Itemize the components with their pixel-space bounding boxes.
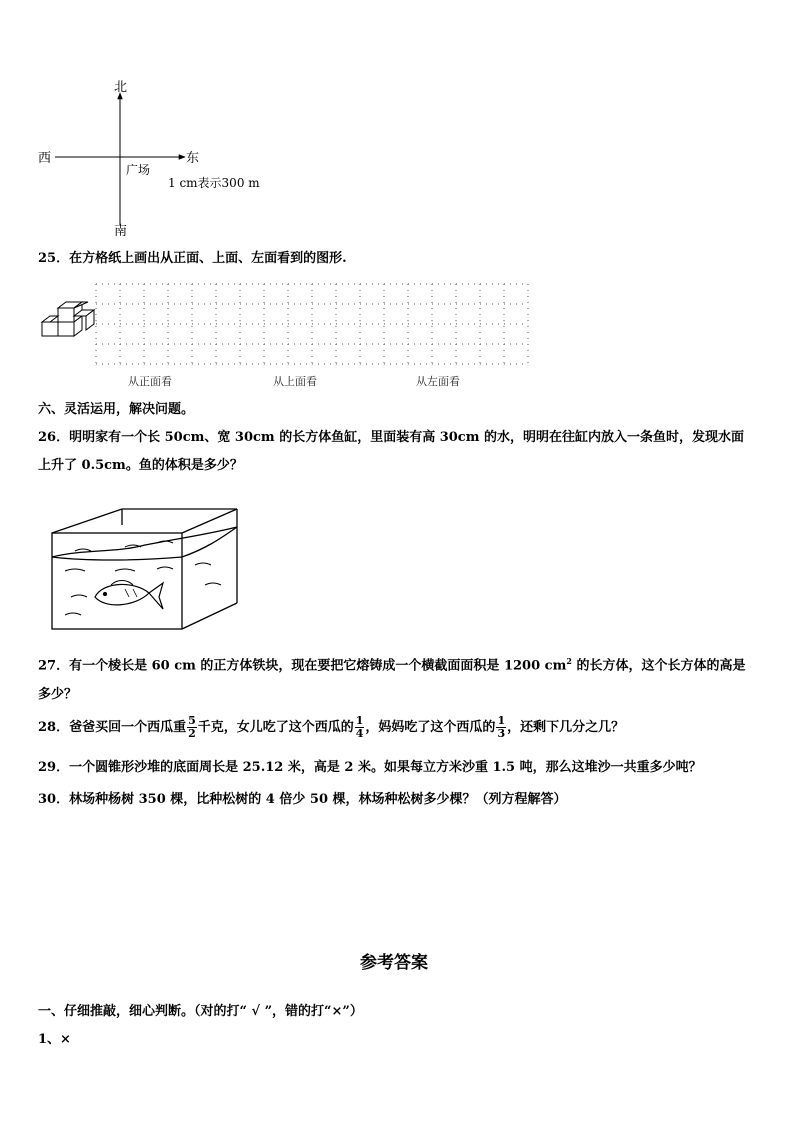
answers-title: 参考答案 [360,953,428,973]
answer-1: 1、× [38,1032,71,1047]
fraction-denominator: 2 [188,726,196,740]
answers-section-1: 一、仔细推敲，细心判断。（对的打“ √ ”，错的打“×”） [38,1004,363,1019]
south-label: 南 [114,224,128,239]
west-label: 西 [38,151,52,166]
fraction-denominator: 3 [497,726,506,740]
compass-diagram [30,75,290,245]
question-28 [38,715,624,739]
caption-left-view: 从左面看 [416,375,460,388]
compass-axes [30,75,290,245]
fraction-numerator: 5 [188,714,196,727]
fraction-denominator: 4 [355,726,364,740]
question-28-part2: 千克，女儿吃了这个西瓜的 [197,719,354,735]
east-label: 东 [186,151,200,166]
fraction-numerator: 1 [497,714,506,727]
question-26-line2: 上升了 0.5cm。鱼的体积是多少？ [38,458,243,473]
question-29: 29．一个圆锥形沙堆的底面周长是 25.12 米，高是 2 米。如果每立方米沙重 1.5 吨，那么这堆沙一共重多少吨？ [38,760,702,775]
question-28-part3: ，妈妈吃了这个西瓜的 [365,719,496,735]
scale-label: 1 cm表示300 m [168,176,260,190]
fraction-1-4 [355,715,365,739]
question-28-part4: ，还剩下几分之几？ [507,719,625,735]
question-25: 25．在方格纸上画出从正面、上面、左面看到的图形. [38,251,347,266]
square-label: 广场 [126,163,151,177]
north-label: 北 [114,80,128,95]
question-28-part1: 28．爸爸买回一个西瓜重 [38,719,187,735]
grid-paper [92,278,532,373]
question-30: 30．林场种杨树 350 棵，比种松树的 4 倍少 50 棵，林场种松树多少棵？（列方程解答） [38,792,567,807]
question-27-line1 [38,657,745,672]
question-26-line1: 26．明明家有一个长 50cm、宽 30cm 的长方体鱼缸，里面装有高 30cm 的水，明明在往缸内放入一条鱼时，发现水面 [38,430,745,445]
cube-figure [38,298,98,343]
fraction-numerator: 1 [355,714,364,727]
question-27-text-b: 的长方体，这个长方体的高是 [571,658,746,674]
fraction-5-2 [187,715,197,739]
caption-top-view: 从上面看 [273,375,317,388]
fish-icon [95,581,163,610]
question-27-exponent: 2 [566,656,572,666]
question-27-text-a: 27．有一个棱长是 60 cm 的正方体铁块，现在要把它熔铸成一个横截面面积是 1200 cm [38,658,567,674]
caption-front-view: 从正面看 [128,375,172,388]
question-27-line2: 多少？ [38,687,78,702]
fish-tank-figure [45,505,255,635]
section-heading-6: 六、灵活运用，解决问题。 [38,402,195,417]
fraction-1-3 [496,715,506,739]
